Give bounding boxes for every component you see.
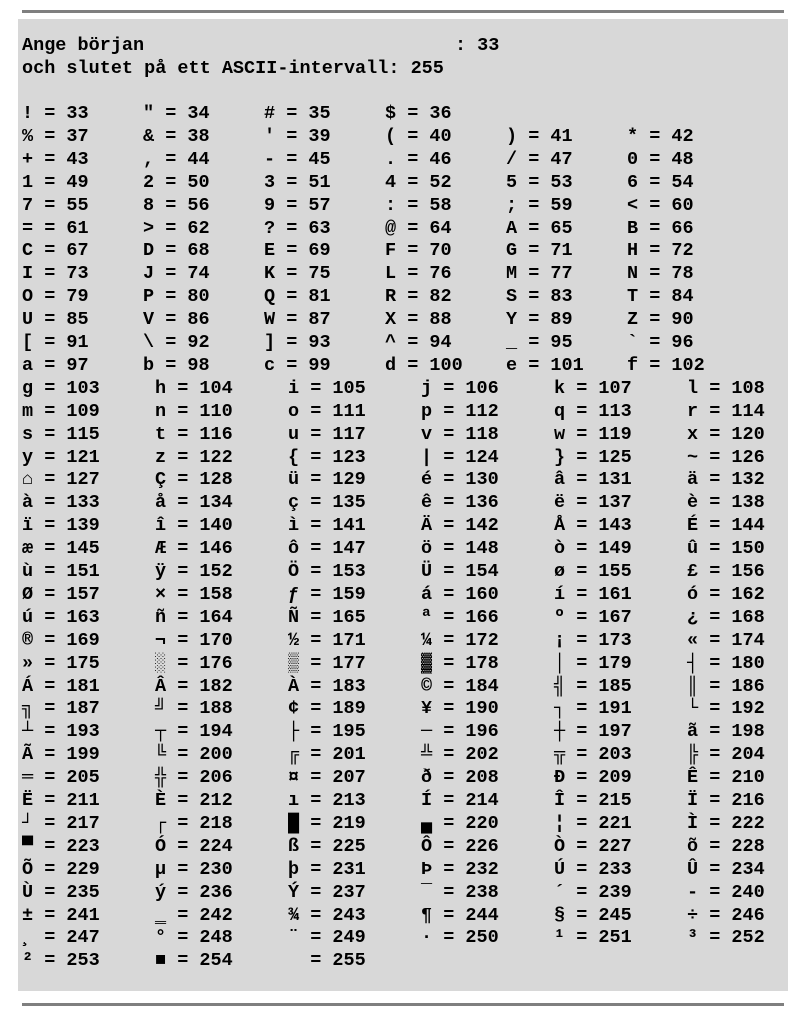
char-code-entry: ı = 213 [288, 790, 366, 811]
char-code-entry: Ý = 237 [288, 881, 366, 903]
char-code-entry: ▒ = 177 [288, 652, 366, 674]
char-code-entry: ( = 40 [385, 125, 452, 147]
char-code-entry: á = 160 [421, 583, 499, 605]
char-code-entry: Ö = 153 [288, 561, 366, 582]
char-code-entry: © = 184 [421, 675, 499, 697]
char-code-entry: ⌂ = 127 [22, 469, 100, 491]
char-code-entry: █ = 219 [288, 812, 366, 834]
char-code-entry: Å = 143 [554, 515, 632, 537]
char-code-entry: ¬ = 170 [155, 629, 233, 651]
char-code-entry: ╩ = 202 [421, 744, 499, 766]
char-code-entry: s = 115 [22, 423, 100, 445]
char-code-entry: Q = 81 [264, 286, 331, 308]
char-code-entry: « = 174 [687, 629, 765, 651]
char-code-entry: Ï = 216 [687, 790, 765, 811]
char-code-entry: i = 105 [288, 377, 366, 399]
char-code-entry: ^ = 94 [385, 332, 452, 353]
char-code-entry: K = 75 [264, 263, 331, 285]
char-code-entry: ý = 236 [155, 881, 233, 903]
char-code-entry: ø = 155 [554, 561, 632, 582]
char-code-entry: D = 68 [143, 240, 210, 262]
char-code-entry: ) = 41 [506, 125, 573, 147]
char-code-entry: ▀ = 223 [22, 835, 100, 857]
char-code-entry: Â = 182 [155, 675, 233, 697]
char-code-entry: à = 133 [22, 492, 100, 514]
char-code-entry: Ò = 227 [554, 835, 632, 857]
char-code-entry: î = 140 [155, 515, 233, 537]
char-code-entry: [ = 91 [22, 332, 89, 353]
char-code-entry: H = 72 [627, 240, 694, 262]
char-code-entry: ┼ = 197 [554, 721, 632, 743]
char-code-entry: ┐ = 191 [554, 698, 632, 720]
char-code-entry: ÷ = 246 [687, 904, 765, 926]
char-code-entry: = = 61 [22, 217, 89, 239]
char-code-entry: Ú = 233 [554, 858, 632, 880]
char-code-entry: > = 62 [143, 217, 210, 239]
char-code-entry: $ = 36 [385, 103, 452, 124]
char-code-entry: R = 82 [385, 286, 452, 308]
char-code-entry: p = 112 [421, 400, 499, 422]
char-code-entry: . = 46 [385, 148, 452, 170]
char-code-entry: ƒ = 159 [288, 583, 366, 605]
char-code-entry: n = 110 [155, 400, 233, 422]
char-code-entry: ² = 253 [22, 950, 100, 972]
char-code-entry: ì = 141 [288, 515, 366, 537]
char-code-entry: ½ = 171 [288, 629, 366, 651]
char-code-entry: ┘ = 217 [22, 812, 100, 834]
char-code-entry: 2 = 50 [143, 171, 210, 193]
char-code-entry: ð = 208 [421, 767, 499, 789]
char-code-entry: y = 121 [22, 446, 100, 468]
char-code-entry: ┬ = 194 [155, 721, 233, 743]
char-code-entry: u = 117 [288, 423, 366, 445]
char-code-entry: ô = 147 [288, 538, 366, 560]
char-code-entry: S = 83 [506, 286, 573, 308]
char-code-entry: É = 144 [687, 515, 765, 537]
char-code-entry: ╬ = 206 [155, 767, 233, 789]
char-code-entry: ë = 137 [554, 492, 632, 514]
char-code-entry: Î = 215 [554, 790, 632, 811]
end-prompt: och slutet på ett ASCII-intervall: 255 [22, 58, 444, 79]
char-code-entry: ¦ = 221 [554, 812, 632, 834]
char-code-entry: a = 97 [22, 354, 89, 376]
char-code-entry: I = 73 [22, 263, 89, 285]
char-code-entry: ÿ = 152 [155, 561, 233, 582]
char-code-entry: r = 114 [687, 400, 765, 422]
char-code-entry: Ì = 222 [687, 812, 765, 834]
char-code-entry: þ = 231 [288, 858, 366, 880]
char-code-entry: L = 76 [385, 263, 452, 285]
char-code-entry: Û = 234 [687, 858, 765, 880]
char-code-entry: │ = 179 [554, 652, 632, 674]
char-code-entry: " = 34 [143, 103, 210, 124]
char-code-entry: Æ = 146 [155, 538, 233, 560]
char-code-entry: ¿ = 168 [687, 606, 765, 628]
char-code-entry: & = 38 [143, 125, 210, 147]
char-code-entry: 5 = 53 [506, 171, 573, 193]
char-code-entry: £ = 156 [687, 561, 765, 582]
char-code-entry: ª = 166 [421, 606, 499, 628]
char-code-entry: ╦ = 203 [554, 744, 632, 766]
char-code-entry: Ã = 199 [22, 744, 100, 766]
char-code-entry: ä = 132 [687, 469, 765, 491]
char-code-entry: k = 107 [554, 377, 632, 399]
char-code-entry: ├ = 195 [288, 721, 366, 743]
char-code-entry: ~ = 126 [687, 446, 765, 468]
char-code-entry: B = 66 [627, 217, 694, 239]
char-code-entry: 4 = 52 [385, 171, 452, 193]
char-code-entry: ¯ = 238 [421, 881, 499, 903]
char-code-entry: ò = 149 [554, 538, 632, 560]
char-code-entry: / = 47 [506, 148, 573, 170]
char-code-entry: Y = 89 [506, 309, 573, 331]
char-code-entry: ║ = 186 [687, 675, 765, 697]
char-code-entry: ▄ = 220 [421, 812, 499, 834]
char-code-entry: ] = 93 [264, 332, 331, 353]
char-code-entry: ó = 162 [687, 583, 765, 605]
char-code-entry: ù = 151 [22, 561, 100, 582]
char-code-entry: 3 = 51 [264, 171, 331, 193]
char-code-entry: ╔ = 201 [288, 744, 366, 766]
char-code-entry: O = 79 [22, 286, 89, 308]
char-code-entry: ■ = 254 [155, 950, 233, 972]
char-code-entry: ╗ = 187 [22, 698, 100, 720]
char-code-entry: ‗ = 242 [155, 904, 233, 926]
char-code-entry: 1 = 49 [22, 171, 89, 193]
char-code-entry: x = 120 [687, 423, 765, 445]
char-code-entry: v = 118 [421, 423, 499, 445]
char-code-entry: È = 212 [155, 790, 233, 811]
char-code-entry: ░ = 176 [155, 652, 233, 674]
char-code-entry: 9 = 57 [264, 194, 331, 216]
char-code-entry: P = 80 [143, 286, 210, 308]
char-code-entry: * = 42 [627, 125, 694, 147]
char-code-entry: V = 86 [143, 309, 210, 331]
bottom-divider [22, 1003, 784, 1006]
char-code-entry: è = 138 [687, 492, 765, 514]
char-code-entry: ¤ = 207 [288, 767, 366, 789]
char-code-entry: Ô = 226 [421, 835, 499, 857]
char-code-entry: : = 58 [385, 194, 452, 216]
char-code-entry: U = 85 [22, 309, 89, 331]
char-code-entry: ñ = 164 [155, 606, 233, 628]
char-code-entry: h = 104 [155, 377, 233, 399]
char-code-entry: ▓ = 178 [421, 652, 499, 674]
char-code-entry: ¥ = 190 [421, 698, 499, 720]
char-code-entry: e = 101 [506, 354, 584, 376]
char-code-entry: § = 245 [554, 904, 632, 926]
char-code-entry: W = 87 [264, 309, 331, 331]
char-code-entry: T = 84 [627, 286, 694, 308]
char-code-entry: ã = 198 [687, 721, 765, 743]
char-code-entry: l = 108 [687, 377, 765, 399]
char-code-entry: % = 37 [22, 125, 89, 147]
char-code-entry: t = 116 [155, 423, 233, 445]
char-code-entry: ┤ = 180 [687, 652, 765, 674]
char-code-entry: 7 = 55 [22, 194, 89, 216]
char-code-entry: d = 100 [385, 354, 463, 376]
char-code-entry: b = 98 [143, 354, 210, 376]
char-code-entry: M = 77 [506, 263, 573, 285]
char-code-entry: ─ = 196 [421, 721, 499, 743]
char-code-entry: ê = 136 [421, 492, 499, 514]
char-code-entry: ? = 63 [264, 217, 331, 239]
char-code-entry: æ = 145 [22, 538, 100, 560]
char-code-entry: w = 119 [554, 423, 632, 445]
char-code-entry: # = 35 [264, 103, 331, 124]
char-code-entry: z = 122 [155, 446, 233, 468]
char-code-entry: µ = 230 [155, 858, 233, 880]
char-code-entry: ╠ = 204 [687, 744, 765, 766]
char-code-entry: X = 88 [385, 309, 452, 331]
char-code-entry: ` = 96 [627, 332, 694, 353]
char-code-entry: j = 106 [421, 377, 499, 399]
char-code-entry: 6 = 54 [627, 171, 694, 193]
char-code-entry: - = 240 [687, 881, 765, 903]
char-code-entry: Ù = 235 [22, 881, 100, 903]
char-code-entry: ╝ = 188 [155, 698, 233, 720]
top-divider [22, 10, 784, 13]
char-code-entry: ± = 241 [22, 904, 100, 926]
char-code-entry: ° = 248 [155, 927, 233, 949]
char-code-entry: Ê = 210 [687, 767, 765, 789]
char-code-entry: + = 43 [22, 148, 89, 170]
char-code-entry: ú = 163 [22, 606, 100, 628]
char-code-entry: Á = 181 [22, 675, 100, 697]
char-code-entry: ¡ = 173 [554, 629, 632, 651]
char-code-entry: { = 123 [288, 446, 366, 468]
char-code-entry: ; = 59 [506, 194, 573, 216]
char-code-entry: Ð = 209 [554, 767, 632, 789]
start-prompt: Ange början : 33 [22, 35, 500, 56]
char-code-entry: f = 102 [627, 354, 705, 376]
char-code-entry: Õ = 229 [22, 858, 100, 880]
char-code-entry: ü = 129 [288, 469, 366, 491]
char-code-entry: ═ = 205 [22, 767, 100, 789]
char-code-entry: < = 60 [627, 194, 694, 216]
char-code-entry: ┴ = 193 [22, 721, 100, 743]
char-code-entry: q = 113 [554, 400, 632, 422]
char-code-entry: @ = 64 [385, 217, 452, 239]
char-code-entry: ╣ = 185 [554, 675, 632, 697]
char-code-entry: Ç = 128 [155, 469, 233, 491]
char-code-entry: A = 65 [506, 217, 573, 239]
char-code-entry: G = 71 [506, 240, 573, 262]
char-code-entry: Þ = 232 [421, 858, 499, 880]
char-code-entry: ╚ = 200 [155, 744, 233, 766]
char-code-entry: = 255 [288, 950, 366, 972]
char-code-entry: · = 250 [421, 927, 499, 949]
char-code-entry: ! = 33 [22, 103, 89, 124]
char-code-entry: Z = 90 [627, 309, 694, 331]
char-code-entry: , = 44 [143, 148, 210, 170]
char-code-entry: ¹ = 251 [554, 927, 632, 949]
char-code-entry: g = 103 [22, 377, 100, 399]
char-code-entry: ' = 39 [264, 125, 331, 147]
char-code-entry: Í = 214 [421, 790, 499, 811]
char-code-entry: J = 74 [143, 263, 210, 285]
char-code-entry: c = 99 [264, 354, 331, 376]
char-code-entry: ³ = 252 [687, 927, 765, 949]
char-code-entry: Ø = 157 [22, 583, 100, 605]
char-code-entry: é = 130 [421, 469, 499, 491]
char-code-entry: N = 78 [627, 263, 694, 285]
char-code-entry: ï = 139 [22, 515, 100, 537]
char-code-entry: º = 167 [554, 606, 632, 628]
char-code-entry: └ = 192 [687, 698, 765, 720]
char-code-entry: \ = 92 [143, 332, 210, 353]
char-code-entry: ç = 135 [288, 492, 366, 514]
char-code-entry: ¸ = 247 [22, 927, 100, 949]
char-code-entry: C = 67 [22, 240, 89, 262]
char-code-entry: » = 175 [22, 652, 100, 674]
char-code-entry: Ü = 154 [421, 561, 499, 582]
char-code-entry: _ = 95 [506, 332, 573, 353]
char-code-entry: × = 158 [155, 583, 233, 605]
char-code-entry: ┌ = 218 [155, 812, 233, 834]
char-code-entry: å = 134 [155, 492, 233, 514]
char-code-entry: ß = 225 [288, 835, 366, 857]
char-code-entry: â = 131 [554, 469, 632, 491]
char-code-entry: ¨ = 249 [288, 927, 366, 949]
console-output [18, 19, 788, 991]
char-code-entry: 8 = 56 [143, 194, 210, 216]
char-code-entry: F = 70 [385, 240, 452, 262]
char-code-entry: - = 45 [264, 148, 331, 170]
char-code-entry: ´ = 239 [554, 881, 632, 903]
char-code-entry: í = 161 [554, 583, 632, 605]
char-code-entry: Ñ = 165 [288, 606, 366, 628]
char-code-entry: ¢ = 189 [288, 698, 366, 720]
char-code-entry: Ó = 224 [155, 835, 233, 857]
char-code-entry: ö = 148 [421, 538, 499, 560]
char-code-entry: ¼ = 172 [421, 629, 499, 651]
char-code-entry: õ = 228 [687, 835, 765, 857]
char-code-entry: Ë = 211 [22, 790, 100, 811]
char-code-entry: m = 109 [22, 400, 100, 422]
char-code-entry: ¾ = 243 [288, 904, 366, 926]
char-code-entry: ¶ = 244 [421, 904, 499, 926]
char-code-entry: 0 = 48 [627, 148, 694, 170]
char-code-entry: } = 125 [554, 446, 632, 468]
char-code-entry: ® = 169 [22, 629, 100, 651]
char-code-entry: | = 124 [421, 446, 499, 468]
char-code-entry: o = 111 [288, 400, 366, 422]
char-code-entry: û = 150 [687, 538, 765, 560]
char-code-entry: À = 183 [288, 675, 366, 697]
char-code-entry: Ä = 142 [421, 515, 499, 537]
char-code-entry: E = 69 [264, 240, 331, 262]
